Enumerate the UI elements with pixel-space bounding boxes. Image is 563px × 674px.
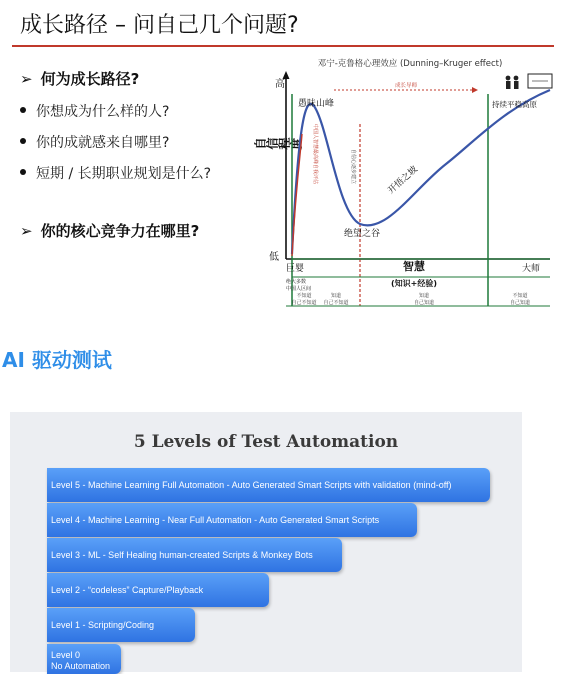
section-heading: AI 驱动测试 <box>2 348 112 372</box>
arrow-bullet-icon: ➢ <box>20 70 33 88</box>
x-axis-label: 智慧 <box>403 260 425 273</box>
automation-title: 5 Levels of Test Automation <box>133 432 399 452</box>
bullet-dot-icon <box>20 169 26 175</box>
level-label: Level 1 - Scripting/Coding <box>51 620 155 630</box>
page-title: 成长路径 – 问自己几个问题? <box>20 13 299 38</box>
peak-note: 中国人智慧最高峰自我评估 <box>312 124 318 185</box>
zone-note: 不知道 <box>512 293 528 299</box>
zone-note: 知道 <box>418 293 430 299</box>
question-text: 你的核心竞争力在哪里? <box>40 222 200 240</box>
zone-note: 自己知道 <box>509 300 531 306</box>
low-group-label: 绝大多数 <box>286 279 307 285</box>
screen-icon <box>528 74 552 88</box>
dunning-kruger-diagram <box>254 54 556 312</box>
automation-levels-panel <box>10 412 522 672</box>
bullet-text: 短期 / 长期职业规划是什么? <box>36 166 212 182</box>
bullet-dot-icon <box>20 107 26 113</box>
low-group-label: 中国人区间 <box>286 286 312 292</box>
y-high-label: 高 <box>275 79 285 90</box>
level-0-bar <box>47 644 121 674</box>
top-note: 成长导师 <box>394 83 418 89</box>
bullet-dot-icon <box>20 138 26 144</box>
level-sublabel: No Automation <box>51 661 111 671</box>
level-5-bar <box>47 468 490 502</box>
zone-note: 自己知道 <box>413 300 435 306</box>
valley-note: 自信心逐步建立 <box>350 149 356 185</box>
level-1-bar <box>47 608 195 642</box>
question-heading-core-competence <box>20 220 199 241</box>
bullet-text: 你想成为什么样的人? <box>36 104 170 120</box>
question-text: 何为成长路径? <box>40 70 140 88</box>
x-axis-sublabel: (知识+经验) <box>390 279 438 288</box>
level-label: Level 4 - Machine Learning - Near Full Automation - Auto Generated Smart Scripts <box>51 515 380 525</box>
level-label: Level 0 <box>51 650 81 660</box>
arrow-bullet-icon: ➢ <box>20 222 33 240</box>
slope-label: 开悟之坡 <box>386 164 420 197</box>
bullet-item <box>20 101 169 121</box>
title-divider <box>12 45 554 47</box>
bullet-item <box>20 132 169 152</box>
level-4-bar <box>47 503 417 537</box>
diagram-title: 邓宁-克鲁格心理效应 (Dunning–Kruger effect) <box>317 59 503 69</box>
level-label: Level 2 - “codeless” Capture/Playback <box>51 585 204 595</box>
level-label: Level 5 - Machine Learning Full Automation - Auto Generated Smart Scripts with validation (mind-off) <box>51 480 452 490</box>
level-3-bar <box>47 538 342 572</box>
stage-low-label: 巨婴 <box>286 264 305 274</box>
plateau-label: 持续平稳高原 <box>492 100 537 109</box>
zone-note: 自己不知道 <box>291 300 317 306</box>
bullet-text: 你的成就感来自哪里? <box>36 135 170 151</box>
peak-label: 愚昧山峰 <box>298 99 335 109</box>
level-2-bar <box>47 573 269 607</box>
stage-high-label: 大师 <box>522 264 541 274</box>
y-low-label: 低 <box>269 252 279 263</box>
zone-note: 不知道 <box>296 293 312 299</box>
valley-label: 绝望之谷 <box>344 229 381 239</box>
bullet-item <box>20 163 211 183</box>
question-heading-growth-path <box>20 68 139 89</box>
level-label: Level 3 - ML - Self Healing human-created Scripts & Monkey Bots <box>51 550 313 560</box>
y-axis-label: 自信程度 <box>254 137 302 151</box>
zone-note: 自己不知道 <box>323 300 349 306</box>
zone-note: 知道 <box>330 293 342 299</box>
